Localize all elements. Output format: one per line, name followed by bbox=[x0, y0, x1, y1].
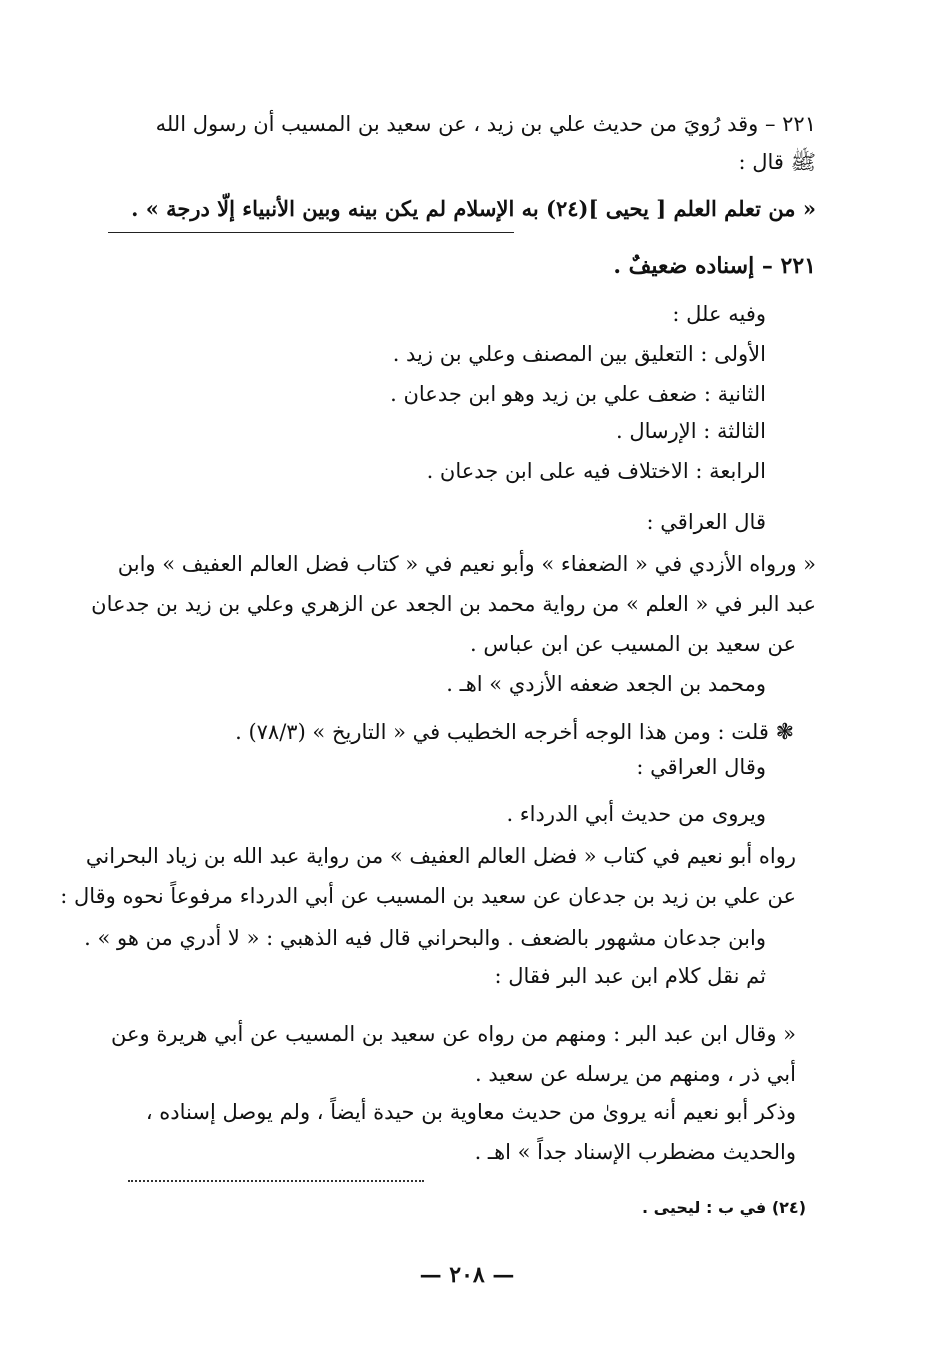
abdulbarr-quote-line: والحديث مضطرب الإسناد جداً » اهـ . bbox=[474, 1140, 796, 1164]
page-number: — ٢٠٨ — bbox=[419, 1262, 515, 1288]
abdulbarr-quote-line: أبي ذر ، ومنهم من يرسله عن سعيد . bbox=[475, 1062, 796, 1086]
hadith-line-2: ﷺ قال : bbox=[738, 150, 816, 174]
iraqi-quote-line: عن سعيد بن المسيب عن ابن عباس . bbox=[470, 632, 796, 656]
iraqi-quote-line: عبد البر في « العلم » من رواية محمد بن الجعد عن الزهري وعلي بن زيد بن جدعان bbox=[91, 592, 816, 616]
iraqi2-line: ثم نقل كلام ابن عبد البر فقال : bbox=[494, 964, 766, 988]
defect-item: الثالثة : الإرسال . bbox=[616, 419, 766, 443]
hadith-line-1: ٢٢١ – وقد رُويَ من حديث علي بن زيد ، عن سعيد بن المسيب أن رسول الله bbox=[155, 112, 816, 136]
author-note bbox=[235, 716, 794, 749]
defect-item: الرابعة : الاختلاف فيه على ابن جدعان . bbox=[426, 459, 766, 483]
iraqi2-line: رواه أبو نعيم في كتاب « فضل العالم العفيف » من رواية عبد الله بن زياد البحراني bbox=[85, 844, 796, 868]
iraqi-quote-line: « ورواه الأزدي في « الضعفاء » وأبو نعيم في « كتاب فضل العالم العفيف » وابن bbox=[117, 552, 816, 576]
verdict-heading: ٢٢١ – إسناده ضعيفٌ . bbox=[613, 253, 816, 279]
abdulbarr-quote-line: وذكر أبو نعيم أنه يروىٰ من حديث معاوية بن حيدة أيضاً ، ولم يوصل إسناده ، bbox=[145, 1100, 796, 1124]
separator-line bbox=[108, 232, 514, 233]
footnote-divider bbox=[128, 1180, 424, 1182]
defect-item: الأولى : التعليق بين المصنف وعلي بن زيد . bbox=[392, 342, 766, 366]
defects-intro: وفيه علل : bbox=[672, 302, 766, 326]
iraqi2-line: ويروى من حديث أبي الدرداء . bbox=[506, 802, 766, 826]
iraqi2-line: عن علي بن زيد بن جدعان عن سعيد بن المسيب عن أبي الدرداء مرفوعاً نحوه وقال : bbox=[60, 884, 796, 908]
iraqi-quote-line: ومحمد بن الجعد ضعفه الأزدي » اهـ . bbox=[446, 672, 766, 696]
iraqi-intro: قال العراقي : bbox=[646, 510, 766, 534]
hadith-text: « من تعلم العلم [ يحيى ](٢٤) به الإسلام لم يكن بينه وبين الأنبياء إلّا درجة » . bbox=[131, 196, 816, 221]
abdulbarr-quote-line: « وقال ابن عبد البر : ومنهم من رواه عن سعيد بن المسيب عن أبي هريرة وعن bbox=[111, 1022, 796, 1046]
defect-item: الثانية : ضعف علي بن زيد وهو ابن جدعان . bbox=[390, 382, 766, 406]
footnote: (٢٤) في ب : ليحيى . bbox=[641, 1198, 806, 1217]
note-text: قلت : ومن هذا الوجه أخرجه الخطيب في « التاريخ » (٧٨/٣) . bbox=[235, 720, 769, 744]
iraqi2-line: وابن جدعان مشهور بالضعف . والبحراني قال فيه الذهبي : « لا أدري من هو » . bbox=[84, 926, 766, 950]
iraqi2-intro: وقال العراقي : bbox=[636, 755, 766, 779]
star-icon: ❃ bbox=[775, 720, 794, 745]
